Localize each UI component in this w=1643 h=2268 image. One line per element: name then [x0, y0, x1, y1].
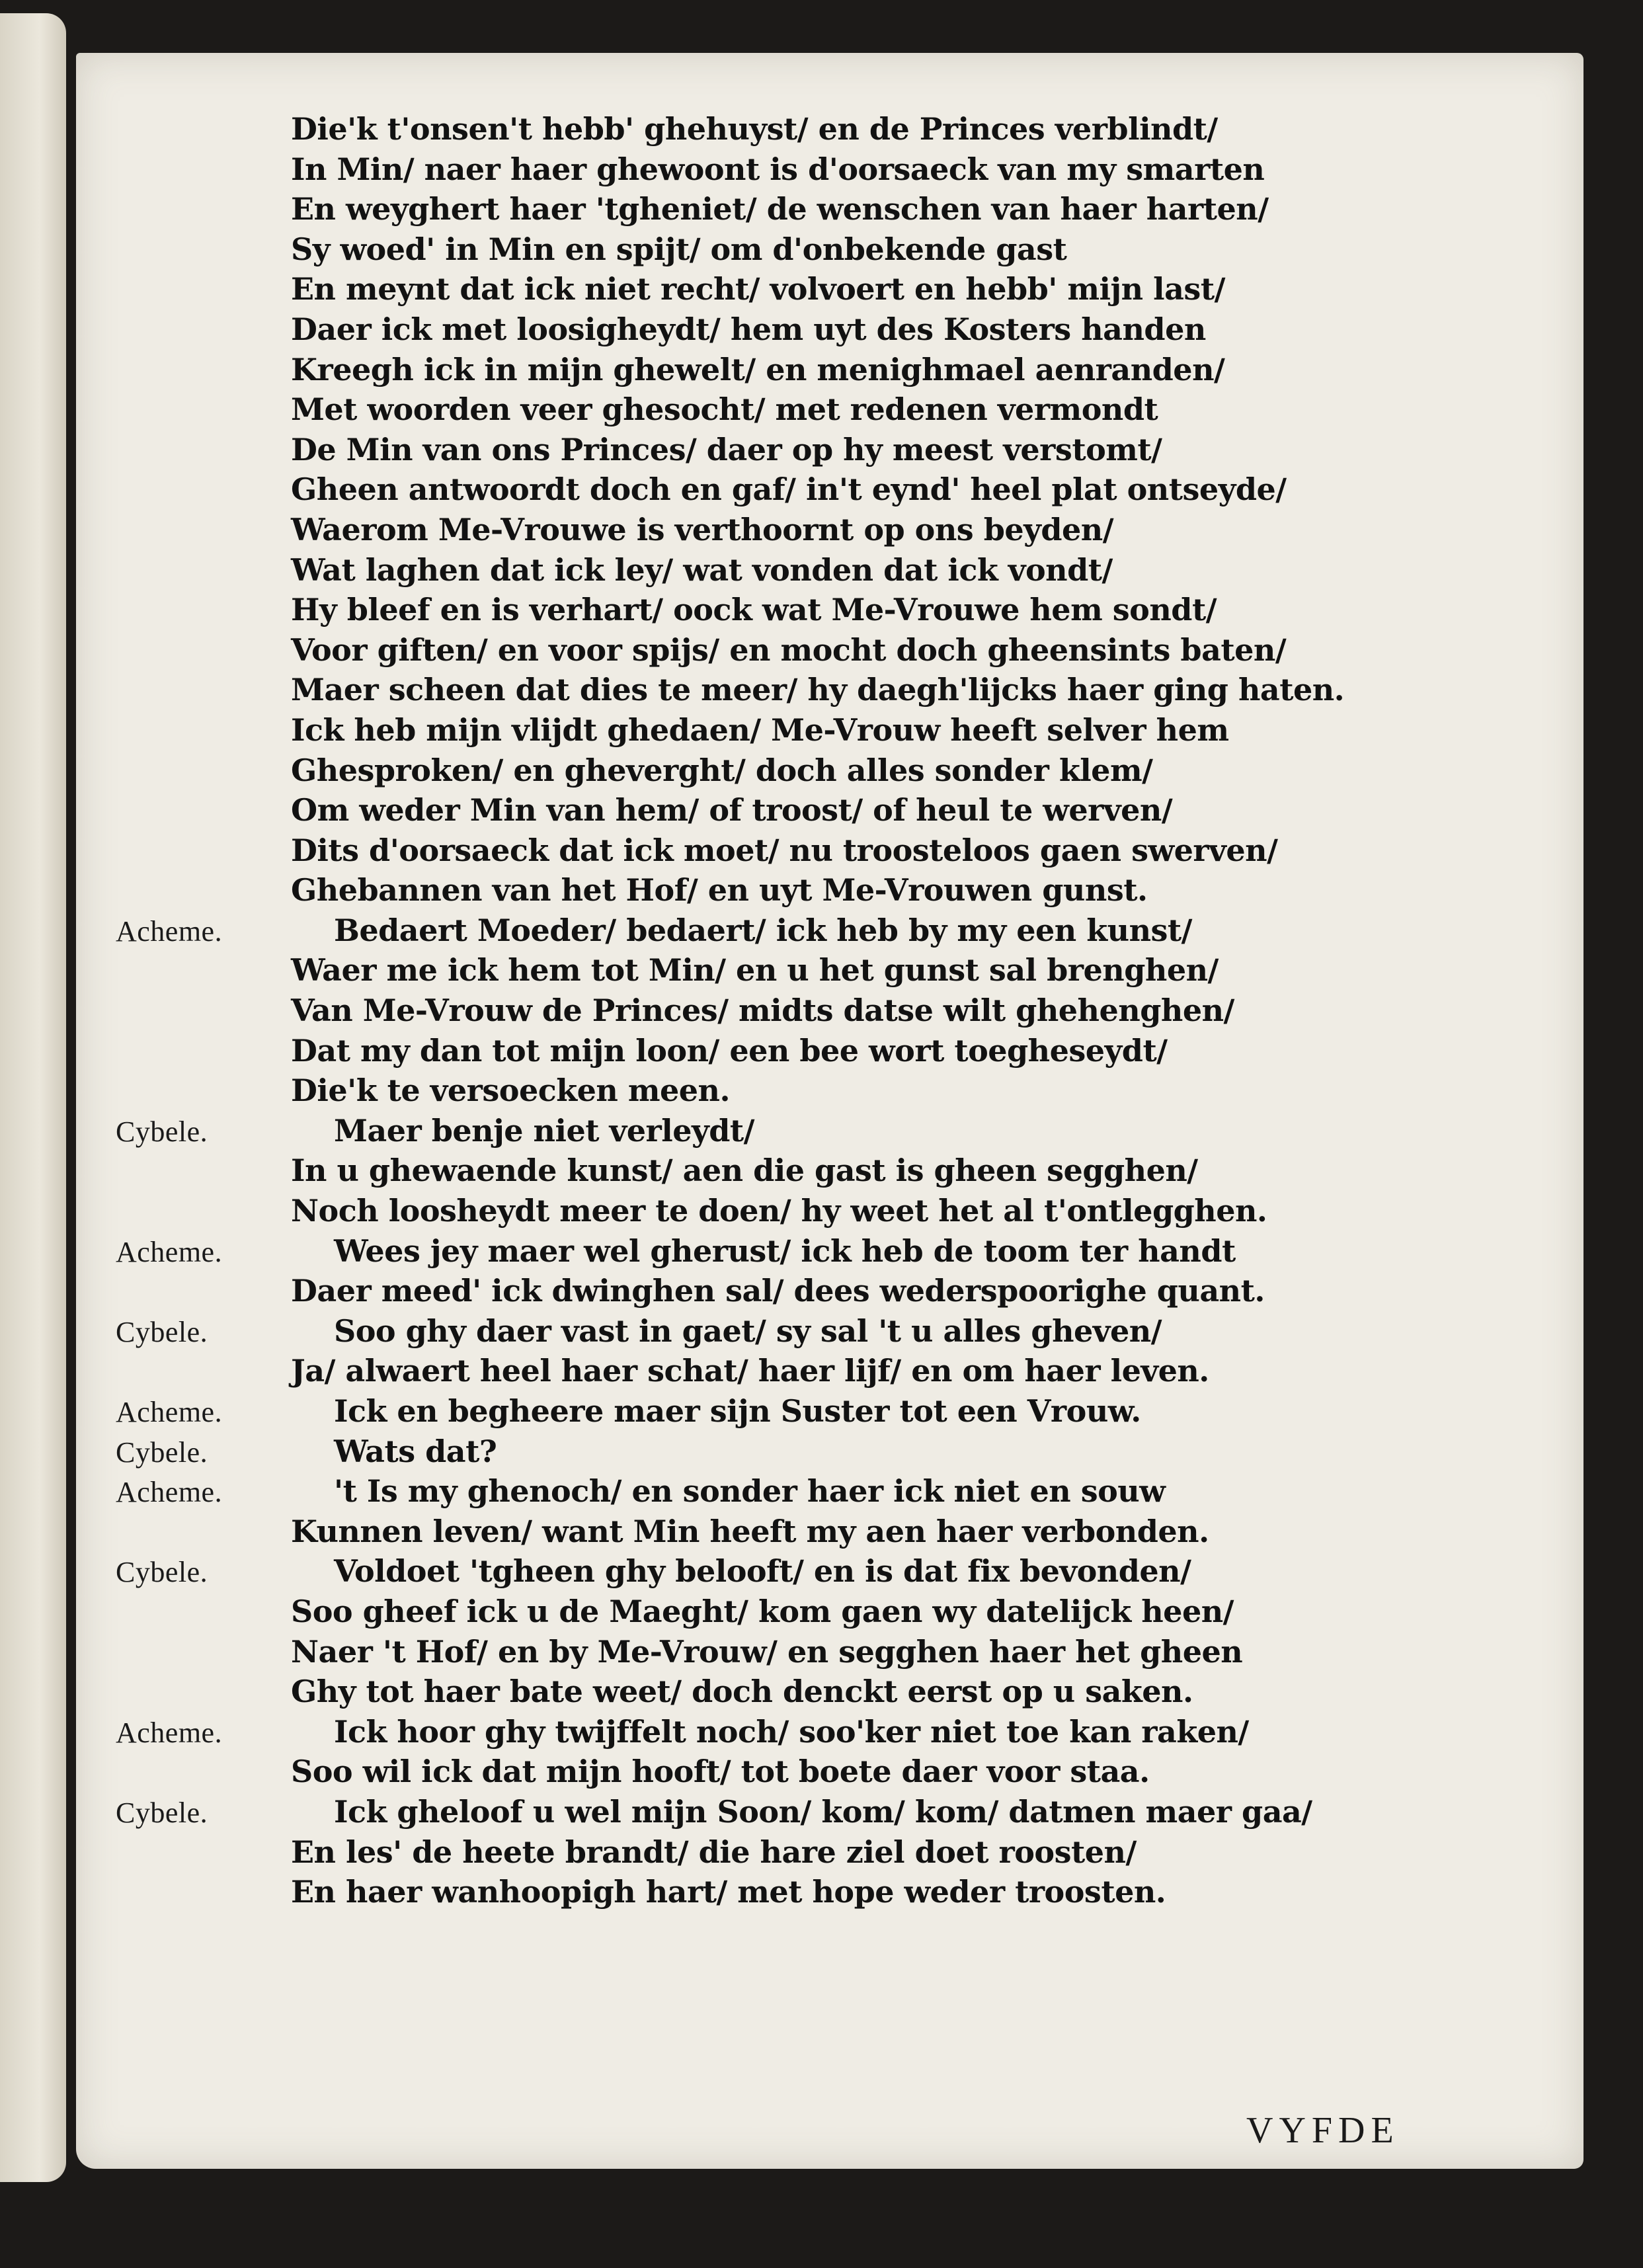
verse-text: En haer wanhoopigh hart/ met hope weder troosten. — [291, 1874, 1166, 1910]
verse-line — [116, 149, 1372, 190]
speaker-label: Cybele. — [116, 1556, 208, 1589]
verse-text: Dits d'oorsaeck dat ick moet/ nu troosteloos gaen swerven/ — [291, 832, 1278, 868]
verse-line — [116, 550, 1372, 590]
verse-text: En weyghert haer 'tgheniet/ de wenschen van haer harten/ — [291, 191, 1269, 227]
verse-line — [116, 790, 1372, 830]
verse-line — [116, 1872, 1372, 1912]
verse-line — [116, 1512, 1372, 1552]
verse-text: Kreegh ick in mijn ghewelt/ en menighmael aenranden/ — [291, 351, 1225, 387]
verse-text: Ick en begheere maer sijn Suster tot een Vrouw. — [334, 1393, 1141, 1429]
verse-line — [116, 109, 1372, 149]
verse-line — [116, 350, 1372, 390]
speaker-label: Acheme. — [116, 1716, 223, 1749]
verse-text: Waer me ick hem tot Min/ en u het gunst sal brenghen/ — [291, 952, 1219, 989]
verse-text: Wees jey maer wel gherust/ ick heb de toom ter handt — [334, 1233, 1236, 1269]
verse-line — [116, 670, 1372, 710]
verse-text: In u ghewaende kunst/ aen die gast is gheen segghen/ — [291, 1153, 1198, 1189]
verse-text: De Min van ons Princes/ daer op hy meest verstomt/ — [291, 431, 1162, 467]
verse-line — [116, 710, 1372, 750]
catchword: VYFDE — [1246, 2110, 1400, 2151]
verse-text: Daer ick met loosigheydt/ hem uyt des Kosters handen — [291, 311, 1206, 347]
speaker-label: Acheme. — [116, 1235, 223, 1268]
verse-text: Gheen antwoordt doch en gaf/ in't eynd' heel plat ontseyde/ — [291, 471, 1287, 508]
verse-line — [116, 1391, 1372, 1432]
verse-line — [116, 1752, 1372, 1792]
verse-text: Die'k t'onsen't hebb' ghehuyst/ en de Princes verblindt/ — [291, 111, 1218, 147]
verse-line — [116, 950, 1372, 991]
verse-text: Om weder Min van hem/ of troost/ of heul te werven/ — [291, 792, 1173, 829]
verse-line — [116, 1271, 1372, 1311]
verse-line — [116, 1031, 1372, 1071]
verse-line — [116, 1151, 1372, 1191]
verse-line — [116, 269, 1372, 309]
verse-line — [116, 1672, 1372, 1712]
verse-text: Voldoet 'tgheen ghy belooft/ en is dat fix bevonden/ — [334, 1553, 1191, 1590]
verse-line — [116, 590, 1372, 630]
verse-text-block — [116, 109, 1372, 1912]
verse-line — [116, 430, 1372, 470]
verse-line — [116, 1231, 1372, 1272]
verse-text: In Min/ naer haer ghewoont is d'oorsaeck van my smarten — [291, 151, 1265, 187]
verse-line — [116, 750, 1372, 791]
verse-line — [116, 1191, 1372, 1231]
speaker-label: Cybele. — [116, 1315, 208, 1348]
verse-text: Maer benje niet verleydt/ — [334, 1112, 754, 1149]
verse-text: Wat laghen dat ick ley/ wat vonden dat ick vondt/ — [291, 551, 1113, 588]
verse-text: Ghesproken/ en gheverght/ doch alles sonder klem/ — [291, 752, 1153, 788]
verse-text: Ick hoor ghy twijffelt noch/ soo'ker niet toe kan raken/ — [334, 1713, 1249, 1750]
speaker-label: Cybele. — [116, 1436, 208, 1469]
verse-line — [116, 630, 1372, 670]
verse-line — [116, 1592, 1372, 1632]
speaker-label: Acheme. — [116, 1476, 223, 1509]
verse-line — [116, 1832, 1372, 1873]
verse-text: En les' de heete brandt/ die hare ziel doet roosten/ — [291, 1834, 1137, 1870]
verse-line — [116, 1111, 1372, 1151]
verse-line — [116, 830, 1372, 871]
verse-text: Soo ghy daer vast in gaet/ sy sal 't u alles gheven/ — [334, 1313, 1162, 1349]
speaker-label: Acheme. — [116, 914, 223, 948]
verse-text: Sy woed' in Min en spijt/ om d'onbekende gast — [291, 231, 1067, 267]
verse-line — [116, 309, 1372, 350]
verse-text: Naer 't Hof/ en by Me-Vrouw/ en segghen haer het gheen — [291, 1633, 1243, 1670]
verse-line — [116, 911, 1372, 951]
speaker-label: Acheme. — [116, 1396, 223, 1428]
verse-text: Ghy tot haer bate weet/ doch denckt eerst op u saken. — [291, 1674, 1193, 1710]
verse-text: Voor giften/ en voor spijs/ en mocht doch gheensints baten/ — [291, 631, 1287, 668]
verse-line — [116, 1551, 1372, 1592]
verse-line — [116, 229, 1372, 270]
verse-line — [116, 189, 1372, 229]
verse-line — [116, 1632, 1372, 1672]
verse-line — [116, 1471, 1372, 1512]
verse-text: Ja/ alwaert heel haer schat/ haer lijf/ en om haer leven. — [291, 1353, 1209, 1389]
verse-text: 't Is my ghenoch/ en sonder haer ick niet en souw — [334, 1473, 1166, 1510]
verse-line — [116, 1311, 1372, 1352]
verse-line — [116, 1071, 1372, 1111]
verse-text: Die'k te versoecken meen. — [291, 1073, 730, 1109]
left-page-edge — [0, 13, 66, 2182]
verse-text: Wats dat? — [334, 1433, 497, 1469]
verse-line — [116, 469, 1372, 510]
verse-text: Soo gheef ick u de Maeght/ kom gaen wy datelijck heen/ — [291, 1593, 1234, 1629]
verse-text: Bedaert Moeder/ bedaert/ ick heb by my een kunst/ — [334, 912, 1192, 948]
verse-text: Maer scheen dat dies te meer/ hy daegh'lijcks haer ging haten. — [291, 672, 1345, 708]
speaker-label: Cybele. — [116, 1115, 208, 1148]
verse-text: Soo wil ick dat mijn hooft/ tot boete daer voor staa. — [291, 1754, 1150, 1790]
verse-text: Kunnen leven/ want Min heeft my aen haer verbonden. — [291, 1513, 1209, 1549]
verse-text: Daer meed' ick dwinghen sal/ dees wederspoorighe quant. — [291, 1273, 1265, 1309]
verse-line — [116, 991, 1372, 1031]
verse-line — [116, 870, 1372, 911]
verse-line — [116, 389, 1372, 430]
verse-line — [116, 1351, 1372, 1391]
verse-line — [116, 1432, 1372, 1472]
verse-text: Hy bleef en is verhart/ oock wat Me-Vrouwe hem sondt/ — [291, 592, 1217, 628]
verse-text: Waerom Me-Vrouwe is verthoornt op ons beyden/ — [291, 511, 1114, 547]
verse-text: Dat my dan tot mijn loon/ een bee wort toegheseydt/ — [291, 1032, 1168, 1069]
verse-line — [116, 1712, 1372, 1752]
verse-text: Met woorden veer ghesocht/ met redenen vermondt — [291, 391, 1158, 428]
verse-line — [116, 1792, 1372, 1832]
verse-text: Van Me-Vrouw de Princes/ midts datse wilt ghehenghen/ — [291, 992, 1234, 1029]
verse-line — [116, 510, 1372, 550]
speaker-label: Cybele. — [116, 1796, 208, 1829]
verse-text: Noch loosheydt meer te doen/ hy weet het al t'ontlegghen. — [291, 1193, 1267, 1229]
verse-text: Ick heb mijn vlijdt ghedaen/ Me-Vrouw heeft selver hem — [291, 711, 1229, 748]
verse-text: Ick gheloof u wel mijn Soon/ kom/ kom/ datmen maer gaa/ — [334, 1793, 1312, 1830]
verse-text: En meynt dat ick niet recht/ volvoert en hebb' mijn last/ — [291, 271, 1225, 307]
verse-text: Ghebannen van het Hof/ en uyt Me-Vrouwen gunst. — [291, 872, 1148, 909]
